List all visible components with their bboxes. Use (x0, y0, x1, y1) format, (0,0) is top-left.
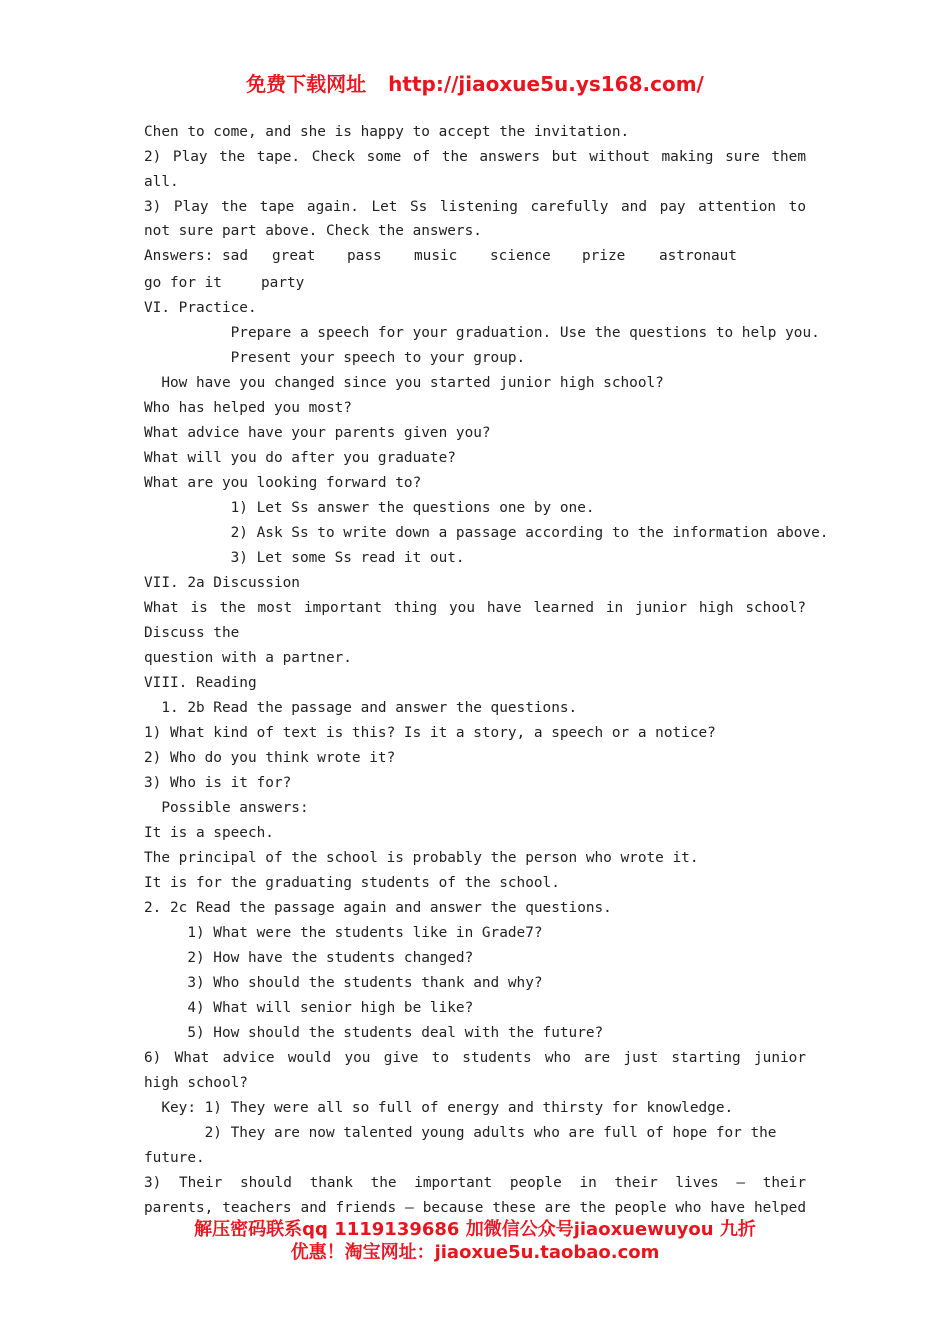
header-banner (0, 68, 950, 97)
answers-line (144, 271, 806, 296)
text-line: 2) Who do you think wrote it? (144, 750, 396, 766)
text-line: 1. 2b Read the passage and answer the questions. (144, 700, 578, 716)
text-line: What will you do after you graduate? (144, 450, 456, 466)
answer-word: music (414, 248, 458, 264)
text-line: Prepare a speech for your graduation. Use the questions to help you. (144, 325, 820, 341)
text-line: 2) How have the students changed? (144, 950, 474, 966)
text-line: not sure part above. Check the answers. (144, 223, 482, 239)
text-line: 2) They are now talented young adults who are full of hope for the (144, 1125, 777, 1141)
footer-line-1: 解压密码联系qq 1119139686 加微信公众号jiaoxuewuyou 九折 (194, 1219, 756, 1240)
answer-word: party (261, 275, 305, 291)
header-label: 免费下载网址 (246, 72, 367, 96)
text-line: 3) Who should the students thank and why? (144, 975, 543, 991)
text-line: It is for the graduating students of the school. (144, 875, 560, 891)
text-line: What advice have your parents given you? (144, 425, 491, 441)
text-line: 1) What were the students like in Grade7? (144, 925, 543, 941)
text-line: 4) What will senior high be like? (144, 1000, 474, 1016)
text-line: How have you changed since you started junior high school? (144, 375, 664, 391)
section-heading: VII. 2a Discussion (144, 575, 300, 591)
answer-word: science (490, 248, 551, 264)
section-heading: VIII. Reading (144, 675, 257, 691)
text-line: Possible answers: (144, 800, 309, 816)
text-line: What are you looking forward to? (144, 475, 422, 491)
text-line: 3) Who is it for? (144, 775, 292, 791)
text-line: Who has helped you most? (144, 400, 352, 416)
section-heading: VI. Practice. (144, 300, 257, 316)
footer-line-2: 优惠！淘宝网址：jiaoxue5u.taobao.com (290, 1242, 660, 1263)
text-line: parents, teachers and friends – because these are the people who have helped (144, 1200, 806, 1216)
text-line: high school? (144, 1075, 248, 1091)
answer-word: prize (582, 248, 626, 264)
text-line: 3) Play the tape again. Let Ss listening carefully and pay attention to (144, 199, 806, 215)
text-line: Key: 1) They were all so full of energy and thirsty for knowledge. (144, 1100, 734, 1116)
text-line: 6) What advice would you give to students who are just starting junior (144, 1050, 806, 1066)
text-line: Present your speech to your group. (144, 350, 526, 366)
text-line: It is a speech. (144, 825, 274, 841)
answer-word: astronaut (659, 248, 737, 264)
document-body (144, 120, 829, 1221)
answers-line (144, 242, 806, 271)
text-line: question with a partner. (144, 650, 352, 666)
answers-label: Answers: (144, 248, 214, 264)
text-line: Discuss the (144, 625, 240, 641)
header-url-link[interactable]: http://jiaoxue5u.ys168.com/ (388, 72, 704, 96)
text-line: Chen to come, and she is happy to accept the invitation. (144, 124, 630, 140)
text-line: future. (144, 1150, 205, 1166)
answer-word: go for it (144, 275, 222, 291)
text-line: 2. 2c Read the passage again and answer the questions. (144, 900, 612, 916)
text-line: 2) Play the tape. Check some of the answers but without making sure them (144, 149, 806, 165)
text-line: 1) What kind of text is this? Is it a story, a speech or a notice? (144, 725, 716, 741)
answer-word: sad (222, 248, 248, 264)
text-line: 1) Let Ss answer the questions one by one. (144, 500, 595, 516)
footer-banner (0, 1218, 950, 1264)
text-line: 3) Their should thank the important people in their lives – their (144, 1175, 806, 1191)
text-line: What is the most important thing you have learned in junior high school? (144, 600, 806, 616)
text-line: 5) How should the students deal with the future? (144, 1025, 604, 1041)
answer-word: pass (347, 248, 382, 264)
text-line: The principal of the school is probably the person who wrote it. (144, 850, 699, 866)
answer-word: great (272, 248, 316, 264)
text-line: 2) Ask Ss to write down a passage according to the information above. (144, 525, 829, 541)
text-line: 3) Let some Ss read it out. (144, 550, 465, 566)
text-line: all. (144, 174, 179, 190)
